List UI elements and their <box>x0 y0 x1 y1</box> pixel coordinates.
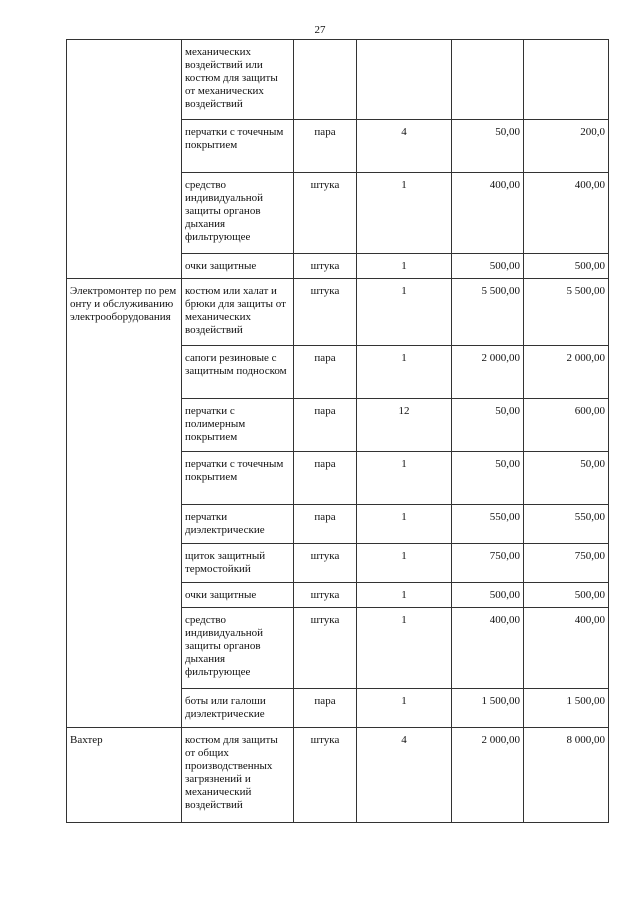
price-cell: 2 000,00 <box>452 728 524 823</box>
unit-cell: пара <box>294 689 357 728</box>
unit-cell: пара <box>294 346 357 399</box>
total-cell: 500,00 <box>524 583 609 608</box>
total-cell: 550,00 <box>524 505 609 544</box>
total-cell: 2 000,00 <box>524 346 609 399</box>
qty-cell: 1 <box>357 608 452 689</box>
price-cell: 50,00 <box>452 452 524 505</box>
table-row <box>67 40 609 120</box>
table-row <box>67 279 609 346</box>
price-cell: 550,00 <box>452 505 524 544</box>
table-row <box>67 728 609 823</box>
price-cell: 1 500,00 <box>452 689 524 728</box>
unit-cell: штука <box>294 583 357 608</box>
price-cell: 750,00 <box>452 544 524 583</box>
price-cell: 2 000,00 <box>452 346 524 399</box>
qty-cell <box>357 40 452 120</box>
unit-cell: штука <box>294 173 357 254</box>
unit-cell: штука <box>294 279 357 346</box>
qty-cell: 4 <box>357 120 452 173</box>
price-cell: 50,00 <box>452 120 524 173</box>
item-cell: перчатки диэлектрические <box>182 505 294 544</box>
price-cell: 500,00 <box>452 254 524 279</box>
total-cell: 600,00 <box>524 399 609 452</box>
price-cell: 5 500,00 <box>452 279 524 346</box>
item-cell: перчатки с точечным покрытием <box>182 452 294 505</box>
ppe-table <box>66 39 609 823</box>
profession-cell: Вахтер <box>67 728 182 823</box>
item-cell: механических воздействий или костюм для защиты от механических воздействий <box>182 40 294 120</box>
total-cell <box>524 40 609 120</box>
price-cell: 400,00 <box>452 608 524 689</box>
page-number: 27 <box>314 24 326 36</box>
item-cell: средство индивидуальной защиты органов дыхания фильтрующее <box>182 608 294 689</box>
qty-cell: 1 <box>357 346 452 399</box>
qty-cell: 1 <box>357 173 452 254</box>
profession-cell <box>67 40 182 279</box>
profession-cell: Электромонтер по ремонту и обслуживанию электрооборудования <box>67 279 182 728</box>
unit-cell: штука <box>294 254 357 279</box>
item-cell: щиток защитный термостойкий <box>182 544 294 583</box>
qty-cell: 1 <box>357 689 452 728</box>
unit-cell: пара <box>294 452 357 505</box>
total-cell: 400,00 <box>524 608 609 689</box>
total-cell: 8 000,00 <box>524 728 609 823</box>
qty-cell: 1 <box>357 544 452 583</box>
unit-cell: пара <box>294 399 357 452</box>
unit-cell: штука <box>294 608 357 689</box>
item-cell: очки защитные <box>182 583 294 608</box>
item-cell: средство индивидуальной защиты органов дыхания фильтрующее <box>182 173 294 254</box>
price-cell: 50,00 <box>452 399 524 452</box>
total-cell: 500,00 <box>524 254 609 279</box>
item-cell: костюм для защиты от общих производственных загрязнений и механический воздействий <box>182 728 294 823</box>
unit-cell: штука <box>294 544 357 583</box>
total-cell: 750,00 <box>524 544 609 583</box>
unit-cell <box>294 40 357 120</box>
price-cell: 400,00 <box>452 173 524 254</box>
item-cell: сапоги резиновые с защитным подноском <box>182 346 294 399</box>
price-cell: 500,00 <box>452 583 524 608</box>
item-cell: очки защитные <box>182 254 294 279</box>
item-cell: перчатки с полимерным покрытием <box>182 399 294 452</box>
unit-cell: пара <box>294 120 357 173</box>
qty-cell: 12 <box>357 399 452 452</box>
item-cell: костюм или халат и брюки для защиты от механических воздействий <box>182 279 294 346</box>
unit-cell: пара <box>294 505 357 544</box>
total-cell: 1 500,00 <box>524 689 609 728</box>
qty-cell: 1 <box>357 583 452 608</box>
qty-cell: 1 <box>357 452 452 505</box>
unit-cell: штука <box>294 728 357 823</box>
qty-cell: 1 <box>357 505 452 544</box>
item-cell: перчатки с точечным покрытием <box>182 120 294 173</box>
qty-cell: 1 <box>357 279 452 346</box>
total-cell: 400,00 <box>524 173 609 254</box>
qty-cell: 4 <box>357 728 452 823</box>
total-cell: 5 500,00 <box>524 279 609 346</box>
total-cell: 50,00 <box>524 452 609 505</box>
price-cell <box>452 40 524 120</box>
total-cell: 200,0 <box>524 120 609 173</box>
item-cell: боты или галоши диэлектрические <box>182 689 294 728</box>
qty-cell: 1 <box>357 254 452 279</box>
